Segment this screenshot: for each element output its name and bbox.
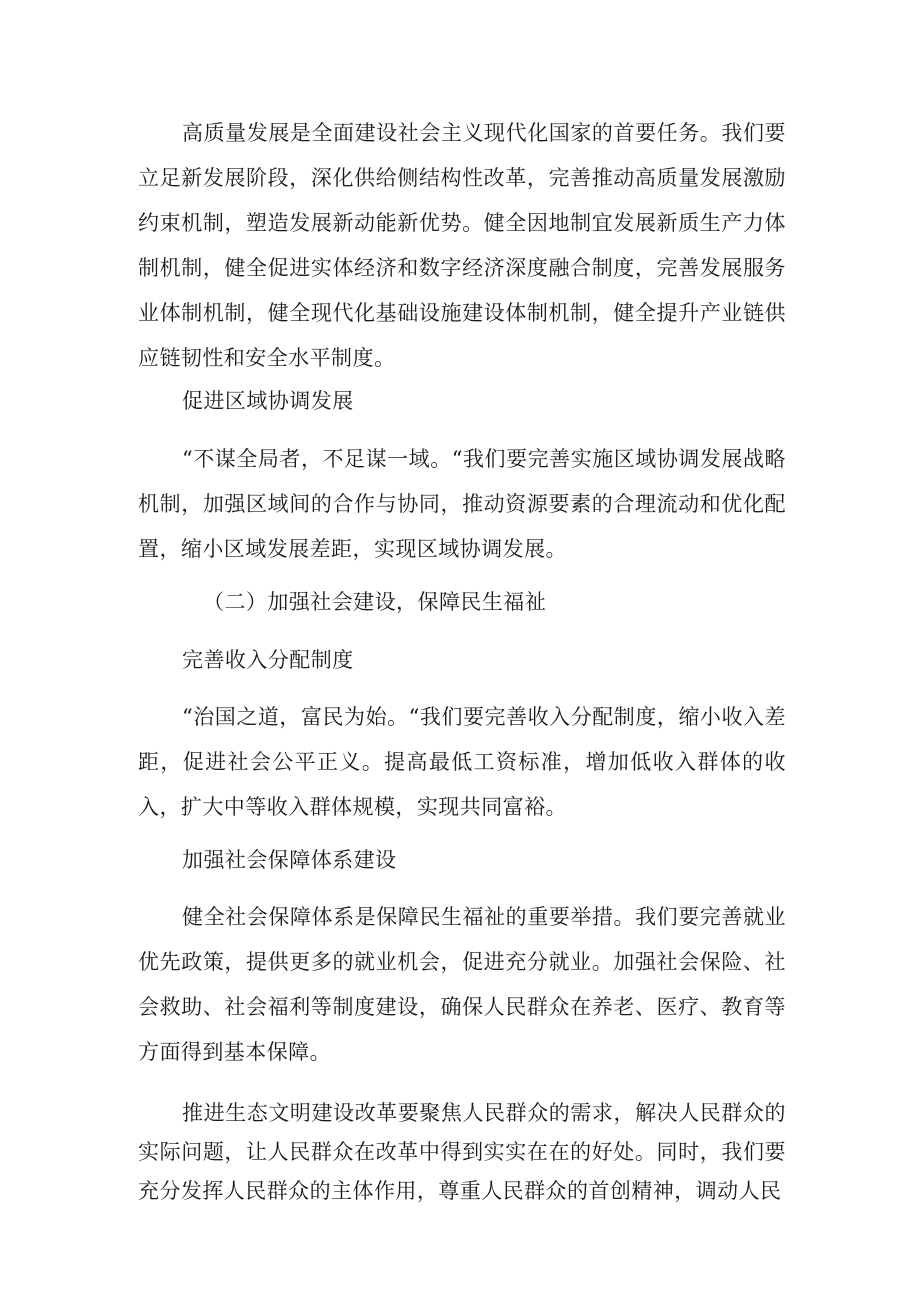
heading-social-construction: （二）加强社会建设，保障民生福祉 bbox=[203, 590, 547, 614]
paragraph-ecological-civilization: 推进生态文明建设改革要聚焦人民群众的需求，解决人民群众的实际问题，让人民群众在改革中得到实实在在的好处。同时，我们要充分发挥人民群众的主体作用，尊重人民群众的首创精神，调动人民 bbox=[138, 1101, 786, 1203]
paragraph-high-quality-development: 高质量发展是全面建设社会主义现代化国家的首要任务。我们要立足新发展阶段，深化供给侧结构性改革，完善推动高质量发展激励约束机制，塑造发展新动能新优势。健全因地制宜发展新质生产力体制机制，健全促进实体经济和数字经济深度融合制度，完善发展服务业体制机制，健全现代化基础设施建设体制机制，健全提升产业链供应链韧性和安全水平制度。 bbox=[138, 121, 786, 370]
paragraph-regional-coordination: “不谋全局者，不足谋一域。“我们要完善实施区域协调发展战略机制，加强区域间的合作与协同，推动资源要素的合理流动和优化配置，缩小区域发展差距，实现区域协调发展。 bbox=[138, 447, 786, 561]
heading-regional-coordination: 促进区域协调发展 bbox=[182, 389, 354, 413]
heading-social-security: 加强社会保障体系建设 bbox=[182, 848, 397, 872]
paragraph-income-distribution: “治国之道，富民为始。“我们要完善收入分配制度，缩小收入差距，促进社会公平正义。提高最低工资标准，增加低收入群体的收入，扩大中等收入群体规模，实现共同富裕。 bbox=[138, 705, 786, 819]
paragraph-social-security: 健全社会保障体系是保障民生福祉的重要举措。我们要完善就业优先政策，提供更多的就业机会，促进充分就业。加强社会保险、社会救助、社会福利等制度建设，确保人民群众在养老、医疗、教育等方面得到基本保障。 bbox=[138, 905, 786, 1064]
heading-income-distribution: 完善收入分配制度 bbox=[182, 648, 354, 672]
